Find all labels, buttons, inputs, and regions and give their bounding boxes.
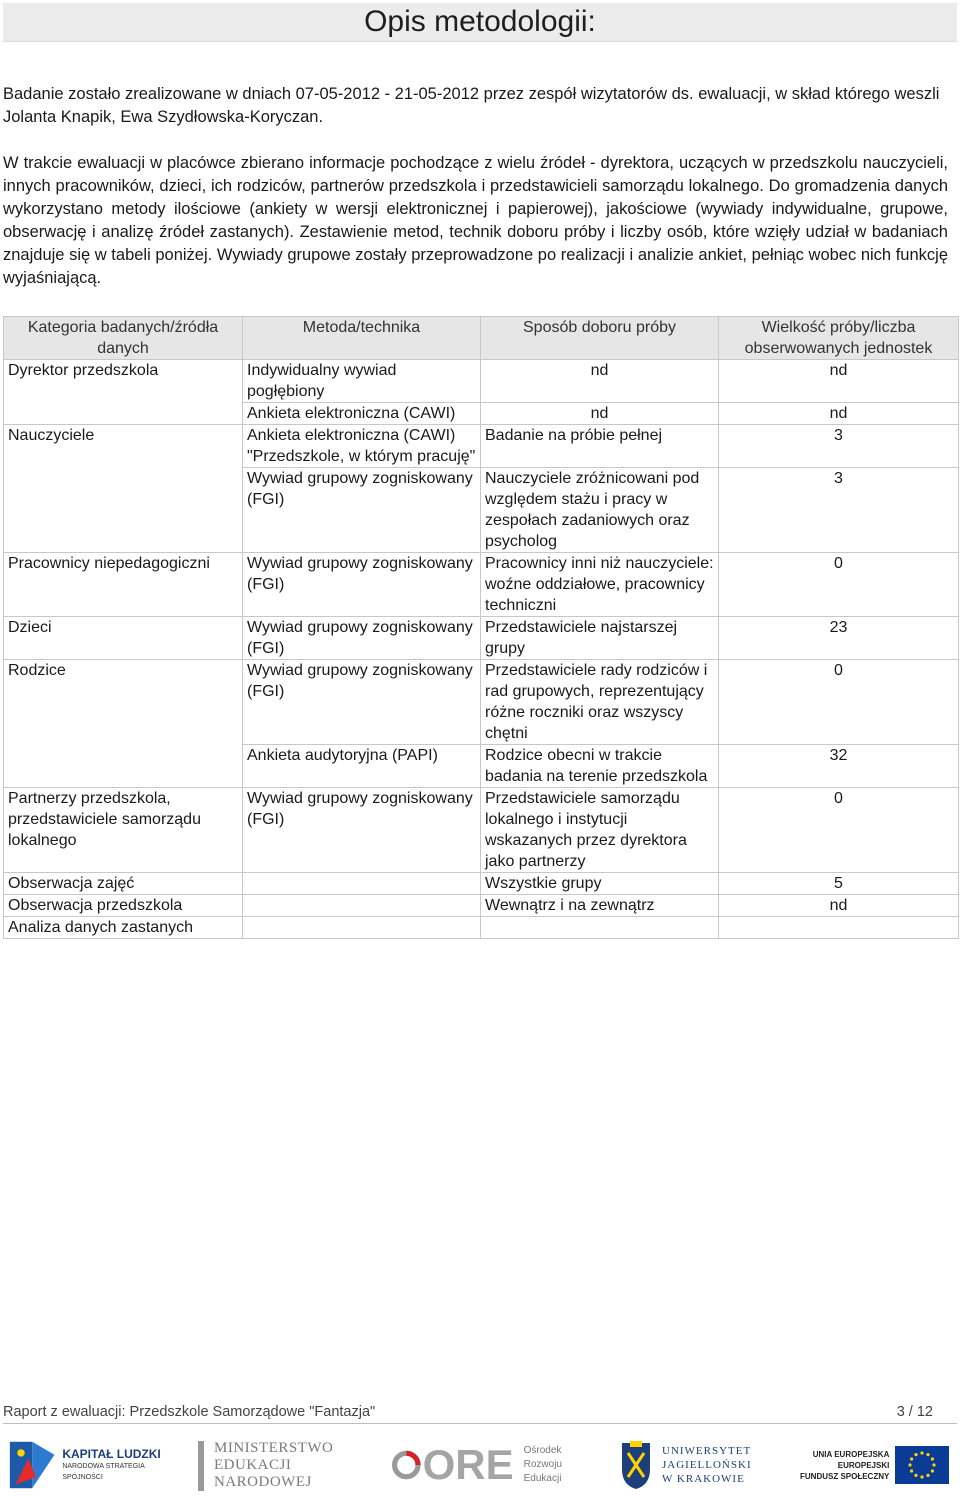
size-cell: 23 (719, 617, 959, 660)
category-cell: Rodzice (4, 660, 243, 788)
eu-line-3: FUNDUSZ SPOŁECZNY (800, 1471, 890, 1481)
footer-page-number: 3 / 12 (896, 1404, 933, 1420)
eu-line-2: EUROPEJSKI (837, 1460, 890, 1470)
methodology-table (3, 316, 959, 939)
uj-line-3: W KRAKOWIE (662, 1473, 745, 1485)
size-cell: nd (719, 403, 959, 425)
header-sample-size: Wielkość próby/liczba obserwowanych jednostek (719, 317, 959, 360)
page-title: Opis metodologii: (364, 5, 596, 38)
men-line-2: EDUKACJI (214, 1456, 292, 1473)
size-cell: 0 (719, 553, 959, 617)
sampling-cell: Wszystkie grupy (481, 873, 719, 895)
size-cell: 0 (719, 788, 959, 873)
men-line-3: NARODOWEJ (214, 1473, 312, 1490)
table-row (4, 895, 959, 917)
men-line-1: MINISTERSTWO (214, 1439, 334, 1456)
method-cell (243, 873, 481, 895)
category-cell: Nauczyciele (4, 425, 243, 553)
ore-logo (392, 1430, 562, 1500)
men-logo (196, 1430, 346, 1500)
size-cell: 5 (719, 873, 959, 895)
men-bar-icon (196, 1437, 210, 1493)
table-row (4, 617, 959, 660)
method-paragraph: W trakcie ewaluacji w placówce zbierano informacje pochodzące z wielu źródeł - dyrektora, uczących w przedszkolu nauczycieli, innych pracowników, dzieci, ich rodziców, partnerów przedszkola i przedstawicieli samorządu lokalnego. Do gromadzenia danych wykorzystano metody ilościowe (ankiety w wersji elektronicznej i papierowej), jakościowe (wywiady indywidualne, grupowe, obserwację i analizę źródeł zastanych). Zestawienie metod, technik doboru próby i liczby osób, które wzięły udział w badaniach znajduje się w tabeli poniżej. Wywiady grupowe zostały przeprowadzone po realizacji i analizie ankiet, pełniąc wobec nich funkcję wyjaśniającą. (3, 154, 948, 287)
sampling-cell: nd (481, 360, 719, 403)
sampling-cell: Przedstawiciele najstarszej grupy (481, 617, 719, 660)
size-cell: 3 (719, 425, 959, 468)
sampling-cell: Nauczyciele zróżnicowani pod względem stażu i pracy w zespołach zadaniowych oraz psycholog (481, 468, 719, 553)
size-cell: 0 (719, 660, 959, 745)
kapital-ludzki-subtitle: NARODOWA STRATEGIA SPÓJNOŚCI (62, 1463, 145, 1481)
intro-paragraph: Badanie zostało zrealizowane w dniach 07-05-2012 - 21-05-2012 przez zespół wizytatorów ds. ewaluacji, w skład którego weszli Jolanta Knapik, Ewa Szydłowska-Koryczan. (3, 85, 940, 126)
sampling-cell: Pracownicy inni niż nauczyciele: woźne oddziałowe, pracownicy techniczni (481, 553, 719, 617)
category-cell: Obserwacja zajęć (4, 873, 243, 895)
eu-line-1: UNIA EUROPEJSKA (812, 1449, 890, 1459)
sampling-cell: Badanie na próbie pełnej (481, 425, 719, 468)
ore-line-1: Ośrodek (523, 1445, 562, 1456)
method-cell (243, 917, 481, 939)
header-method: Metoda/technika (243, 317, 481, 360)
uj-line-2: JAGIELLOŃSKI (662, 1459, 752, 1471)
size-cell (719, 917, 959, 939)
method-cell: Wywiad grupowy zogniskowany (FGI) (243, 788, 481, 873)
table-row (4, 425, 959, 468)
sampling-cell: Przedstawiciele rady rodziców i rad grupowych, reprezentujący różne roczniki oraz wszyscy chętni (481, 660, 719, 745)
sampling-cell: Rodzice obecni w trakcie badania na terenie przedszkola (481, 745, 719, 788)
ore-line-2: Rozwoju (523, 1459, 562, 1470)
kapital-ludzki-icon (8, 1434, 56, 1496)
sampling-cell: Przedstawiciele samorządu lokalnego i instytucji wskazanych przez dyrektora jako partnerzy (481, 788, 719, 873)
footer-divider (3, 1423, 957, 1424)
logo-strip (0, 1430, 960, 1505)
table-row (4, 553, 959, 617)
uj-line-1: UNIWERSYTET (662, 1445, 752, 1457)
ore-line-3: Edukacji (523, 1473, 562, 1484)
category-cell: Partnerzy przedszkola, przedstawiciele samorządu lokalnego (4, 788, 243, 873)
method-cell: Ankieta elektroniczna (CAWI) (243, 403, 481, 425)
size-cell: nd (719, 360, 959, 403)
size-cell: 3 (719, 468, 959, 553)
table-row (4, 360, 959, 403)
table-header-row (4, 317, 959, 360)
category-cell: Pracownicy niepedagogiczni (4, 553, 243, 617)
method-cell (243, 895, 481, 917)
method-cell: Wywiad grupowy zogniskowany (FGI) (243, 660, 481, 745)
category-cell: Dzieci (4, 617, 243, 660)
table-row (4, 873, 959, 895)
method-cell: Wywiad grupowy zogniskowany (FGI) (243, 468, 481, 553)
header-category: Kategoria badanych/źródła danych (4, 317, 243, 360)
method-cell: Ankieta elektroniczna (CAWI) "Przedszkole, w którym pracuję" (243, 425, 481, 468)
ore-mark-icon (392, 1443, 421, 1487)
method-cell: Wywiad grupowy zogniskowany (FGI) (243, 617, 481, 660)
table-row (4, 788, 959, 873)
header-sampling: Sposób doboru próby (481, 317, 719, 360)
sampling-cell: Wewnątrz i na zewnątrz (481, 895, 719, 917)
sampling-cell (481, 917, 719, 939)
kapital-ludzki-logo (8, 1430, 178, 1500)
category-cell: Dyrektor przedszkola (4, 360, 243, 425)
table-row (4, 917, 959, 939)
title-bar (3, 3, 957, 42)
eu-flag-icon (895, 1446, 949, 1484)
category-cell: Obserwacja przedszkola (4, 895, 243, 917)
size-cell: nd (719, 895, 959, 917)
ore-letters: ORE (422, 1441, 514, 1488)
category-cell: Analiza danych zastanych (4, 917, 243, 939)
method-cell: Wywiad grupowy zogniskowany (FGI) (243, 553, 481, 617)
method-cell: Indywidualny wywiad pogłębiony (243, 360, 481, 403)
kapital-ludzki-title: KAPITAŁ LUDZKI (62, 1447, 161, 1461)
uj-logo (618, 1430, 768, 1500)
sampling-cell: nd (481, 403, 719, 425)
method-cell: Ankieta audytoryjna (PAPI) (243, 745, 481, 788)
eu-logo (800, 1430, 956, 1500)
size-cell: 32 (719, 745, 959, 788)
table-row (4, 660, 959, 745)
uj-crest-icon (618, 1439, 654, 1491)
footer-report-name: Raport z ewaluacji: Przedszkole Samorządowe "Fantazja" (3, 1404, 376, 1420)
